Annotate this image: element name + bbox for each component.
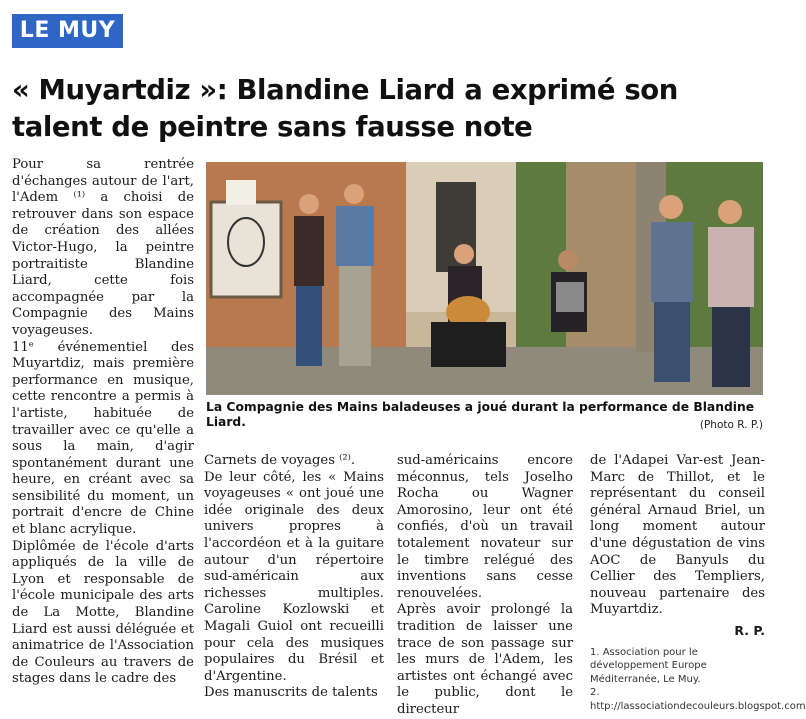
article-column-1 (12, 157, 194, 688)
article-column-3 (397, 453, 573, 719)
photo-credit: (Photo R. P.) (699, 419, 763, 431)
footnote: 2. http://lassociationdecouleurs.blogspot.com (590, 687, 806, 712)
paragraph: de l'Adapei Var-est Jean-Marc de Thillot, et le représentant du conseil général Arnaud Briel, un long moment autour d'une dégustation de vins AOC de Banyuls du Cellier des Templiers, nouveau partenaire des Muyartdiz. (590, 453, 765, 618)
author-signature: R. P. (734, 622, 765, 638)
paragraph: Des manuscrits de talents (204, 685, 378, 701)
photo-caption: La Compagnie des Mains baladeuses a joué durant la performance de Blandine Liard. (206, 400, 755, 429)
paragraph: sud-américains encore méconnus, tels Joselho Rocha ou Wagner Amorosino, leur ont été confiés, d'où un travail totalement novateur sur le timbre relégué des inventions sans cesse renouvelées. (397, 453, 573, 601)
paragraph: Diplômée de l'école d'arts appliqués de la ville de Lyon et responsable de l'école municipale des arts de La Motte, Blandine Liard est aussi déléguée et animatrice de l'Association de Couleurs au travers de stages dans le cadre des (12, 538, 194, 687)
article-photo (206, 162, 763, 395)
article-column-4 (590, 453, 806, 713)
headline: « Muyartdiz »: Blandine Liard a exprimé son talent de peintre sans fausse note (12, 74, 678, 143)
article-column-2 (204, 453, 384, 702)
paragraph: Pour sa rentrée d'échanges autour de l'art, l'Adem ⁽¹⁾ a choisi de retrouver dans son espace de création des allées Victor-Hugo, la peintre portraitiste Blandine Liard, cette fois accompagnée par la Compagnie des Mains voyageuses. (12, 157, 194, 338)
paragraph: 11ᵉ événementiel des Muyartdiz, mais première performance en musique, cette rencontre a permis à l'artiste, habituée de travailler avec ce qu'elle a sous la main, d'agir spontanément durant une heure, en créant avec sa sensibilité du moment, un portrait d'encre de Chine et blanc acrylique. (12, 339, 194, 538)
paragraph: De leur côté, les « Mains voyageuses « ont joué une idée originale des deux univers propres à l'accordéon et à la guitare autour d'un répertoire sud-américain aux richesses multiples. Caroline Kozlowski et Magali Guiol ont recueilli pour cela des musiques populaires du Brésil et d'Argentine. (204, 469, 384, 684)
paragraph: Carnets de voyages ⁽²⁾. (204, 453, 356, 468)
paragraph: Après avoir prolongé la tradition de laisser une trace de son passage sur les murs de l'Adem, les artistes ont échangé avec le public, dont le directeur (397, 602, 573, 717)
section-tag: LE MUY (12, 14, 123, 48)
footnote: 1. Association pour le développement Europe Méditerranée, Le Muy. (590, 646, 707, 685)
